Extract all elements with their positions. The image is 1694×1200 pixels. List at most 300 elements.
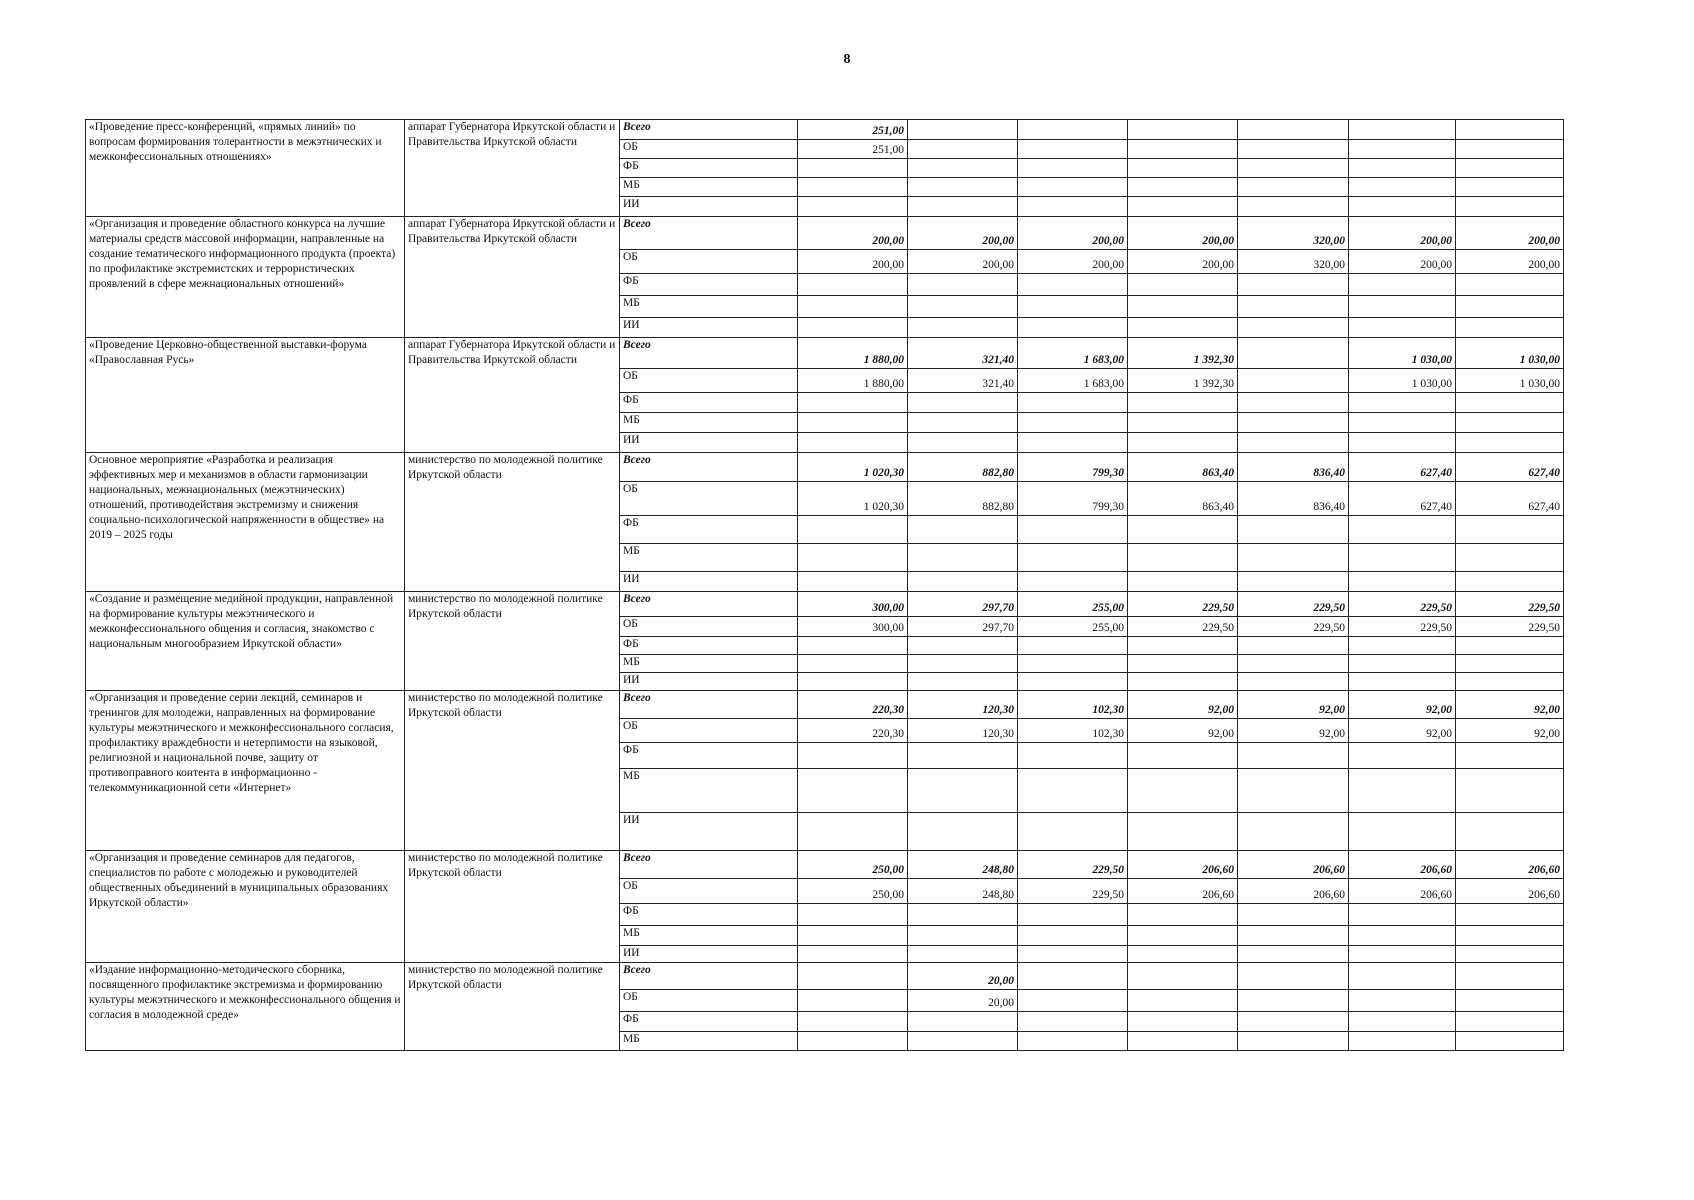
table-row xyxy=(86,217,1564,250)
amount-cell xyxy=(908,1032,1018,1051)
amount-cell xyxy=(1238,904,1349,926)
amount-cell xyxy=(1128,990,1238,1012)
amount-cell xyxy=(1128,1012,1238,1032)
amount-cell xyxy=(908,673,1018,691)
funding-source: ОБ xyxy=(620,879,798,904)
amount-cell xyxy=(798,393,908,413)
amount-cell: 92,00 xyxy=(1349,719,1456,743)
amount-cell: 200,00 xyxy=(1456,250,1564,274)
amount-cell xyxy=(1456,743,1564,769)
amount-cell xyxy=(1238,140,1349,159)
amount-cell xyxy=(1018,904,1128,926)
amount-cell xyxy=(798,544,908,572)
amount-cell xyxy=(1238,393,1349,413)
table-row xyxy=(86,691,1564,719)
amount-cell xyxy=(1128,673,1238,691)
funding-source: МБ xyxy=(620,296,798,318)
amount-cell: 1 880,00 xyxy=(798,338,908,369)
amount-cell xyxy=(1238,369,1349,393)
funding-source: ОБ xyxy=(620,250,798,274)
amount-cell xyxy=(1238,743,1349,769)
amount-cell xyxy=(1018,572,1128,592)
amount-cell xyxy=(1128,318,1238,338)
amount-cell xyxy=(908,433,1018,453)
amount-cell xyxy=(1456,140,1564,159)
amount-cell xyxy=(1018,963,1128,990)
amount-cell xyxy=(1349,926,1456,946)
amount-cell: 255,00 xyxy=(1018,617,1128,637)
amount-cell xyxy=(1128,946,1238,963)
amount-cell xyxy=(1349,197,1456,217)
amount-cell: 200,00 xyxy=(1456,217,1564,250)
amount-cell xyxy=(1018,813,1128,851)
amount-cell: 627,40 xyxy=(1349,453,1456,482)
amount-cell xyxy=(1238,655,1349,673)
amount-cell xyxy=(1018,178,1128,197)
amount-cell: 248,80 xyxy=(908,879,1018,904)
amount-cell xyxy=(1349,637,1456,655)
amount-cell: 229,50 xyxy=(1128,592,1238,617)
activity-executor: министерство по молодежной политике Иркутской области xyxy=(405,453,620,592)
amount-cell xyxy=(798,296,908,318)
amount-cell xyxy=(798,904,908,926)
amount-cell xyxy=(1128,655,1238,673)
amount-cell xyxy=(1238,274,1349,296)
amount-cell xyxy=(1349,413,1456,433)
amount-cell: 1 880,00 xyxy=(798,369,908,393)
amount-cell xyxy=(1456,274,1564,296)
amount-cell xyxy=(1349,318,1456,338)
amount-cell xyxy=(1238,159,1349,178)
amount-cell: 92,00 xyxy=(1349,691,1456,719)
amount-cell: 863,40 xyxy=(1128,482,1238,516)
activity-name: «Проведение Церковно-общественной выставки-форума «Православная Русь» xyxy=(86,338,405,453)
amount-cell: 297,70 xyxy=(908,617,1018,637)
amount-cell xyxy=(1128,1032,1238,1051)
amount-cell xyxy=(1456,296,1564,318)
amount-cell: 320,00 xyxy=(1238,217,1349,250)
amount-cell: 300,00 xyxy=(798,592,908,617)
amount-cell xyxy=(1456,990,1564,1012)
funding-source: ОБ xyxy=(620,990,798,1012)
funding-source: ФБ xyxy=(620,904,798,926)
amount-cell: 92,00 xyxy=(1456,719,1564,743)
amount-cell: 321,40 xyxy=(908,338,1018,369)
amount-cell xyxy=(1128,159,1238,178)
funding-source: ИИ xyxy=(620,946,798,963)
amount-cell: 200,00 xyxy=(1349,250,1456,274)
amount-cell: 882,80 xyxy=(908,482,1018,516)
amount-cell xyxy=(1349,743,1456,769)
amount-cell xyxy=(908,120,1018,140)
funding-source: ИИ xyxy=(620,433,798,453)
amount-cell xyxy=(1456,318,1564,338)
amount-cell xyxy=(1018,140,1128,159)
amount-cell: 206,60 xyxy=(1128,879,1238,904)
amount-cell xyxy=(1456,393,1564,413)
activity-block xyxy=(86,120,1564,217)
amount-cell xyxy=(908,1012,1018,1032)
amount-cell xyxy=(1456,544,1564,572)
amount-cell xyxy=(1349,1012,1456,1032)
amount-cell xyxy=(1349,673,1456,691)
amount-cell xyxy=(1018,673,1128,691)
activity-executor: министерство по молодежной политике Иркутской области xyxy=(405,592,620,691)
activity-name: «Проведение пресс-конференций, «прямых линий» по вопросам формирования толерантности в межэтнических и межконфессиональных отношениях» xyxy=(86,120,405,217)
amount-cell: 220,30 xyxy=(798,691,908,719)
amount-cell xyxy=(908,743,1018,769)
table-row xyxy=(86,453,1564,482)
funding-source: ОБ xyxy=(620,719,798,743)
amount-cell xyxy=(1238,178,1349,197)
amount-cell xyxy=(1018,990,1128,1012)
amount-cell xyxy=(1128,516,1238,544)
amount-cell xyxy=(1018,743,1128,769)
amount-cell: 220,30 xyxy=(798,719,908,743)
amount-cell xyxy=(1018,296,1128,318)
amount-cell xyxy=(1349,655,1456,673)
amount-cell xyxy=(1349,516,1456,544)
amount-cell: 92,00 xyxy=(1456,691,1564,719)
amount-cell xyxy=(1018,769,1128,813)
amount-cell xyxy=(1456,1012,1564,1032)
funding-source: ФБ xyxy=(620,637,798,655)
amount-cell xyxy=(1349,296,1456,318)
amount-cell xyxy=(1456,178,1564,197)
amount-cell xyxy=(1349,946,1456,963)
table-row xyxy=(86,592,1564,617)
amount-cell xyxy=(1456,963,1564,990)
amount-cell: 1 030,00 xyxy=(1456,338,1564,369)
amount-cell xyxy=(1018,1032,1128,1051)
activity-block xyxy=(86,453,1564,592)
funding-source: Всего xyxy=(620,217,798,250)
amount-cell: 200,00 xyxy=(798,250,908,274)
amount-cell: 229,50 xyxy=(1349,617,1456,637)
amount-cell xyxy=(908,572,1018,592)
amount-cell: 1 683,00 xyxy=(1018,369,1128,393)
amount-cell: 627,40 xyxy=(1456,482,1564,516)
amount-cell xyxy=(1349,140,1456,159)
amount-cell xyxy=(1018,159,1128,178)
amount-cell xyxy=(1018,120,1128,140)
amount-cell xyxy=(1128,904,1238,926)
amount-cell xyxy=(1238,963,1349,990)
amount-cell xyxy=(798,178,908,197)
amount-cell xyxy=(1349,120,1456,140)
amount-cell xyxy=(908,637,1018,655)
amount-cell xyxy=(798,433,908,453)
amount-cell xyxy=(1349,274,1456,296)
activity-block xyxy=(86,592,1564,691)
amount-cell: 200,00 xyxy=(798,217,908,250)
funding-source: ИИ xyxy=(620,197,798,217)
funding-source: ФБ xyxy=(620,274,798,296)
funding-source: МБ xyxy=(620,178,798,197)
amount-cell xyxy=(798,673,908,691)
amount-cell xyxy=(1238,338,1349,369)
table-row xyxy=(86,963,1564,990)
amount-cell: 206,60 xyxy=(1128,851,1238,879)
amount-cell xyxy=(1238,572,1349,592)
amount-cell: 200,00 xyxy=(908,217,1018,250)
amount-cell xyxy=(1456,516,1564,544)
funding-source: Всего xyxy=(620,963,798,990)
activity-block xyxy=(86,338,1564,453)
amount-cell xyxy=(798,413,908,433)
activity-block xyxy=(86,963,1564,1051)
amount-cell xyxy=(1456,413,1564,433)
amount-cell xyxy=(1238,990,1349,1012)
funding-source: ФБ xyxy=(620,743,798,769)
activity-executor: министерство по молодежной политике Иркутской области xyxy=(405,963,620,1051)
amount-cell: 320,00 xyxy=(1238,250,1349,274)
amount-cell xyxy=(1018,433,1128,453)
funding-source: ИИ xyxy=(620,673,798,691)
amount-cell xyxy=(1349,990,1456,1012)
funding-source: ФБ xyxy=(620,159,798,178)
amount-cell xyxy=(1349,433,1456,453)
amount-cell: 1 030,00 xyxy=(1456,369,1564,393)
funding-source: ФБ xyxy=(620,393,798,413)
amount-cell: 20,00 xyxy=(908,963,1018,990)
amount-cell xyxy=(1128,413,1238,433)
amount-cell: 321,40 xyxy=(908,369,1018,393)
funding-source: ОБ xyxy=(620,369,798,393)
funding-source: ИИ xyxy=(620,572,798,592)
amount-cell xyxy=(1018,274,1128,296)
table-row xyxy=(86,338,1564,369)
amount-cell: 250,00 xyxy=(798,879,908,904)
amount-cell xyxy=(908,926,1018,946)
amount-cell xyxy=(908,296,1018,318)
amount-cell: 206,60 xyxy=(1349,851,1456,879)
amount-cell xyxy=(1238,433,1349,453)
activity-name: «Организация и проведение областного конкурса на лучшие материалы средств массовой информации, направленные на создание тематического информационного продукта (проекта) по профилактике экстремистских и террористических проявлений в сфере межнациональных отношений» xyxy=(86,217,405,338)
activity-block xyxy=(86,217,1564,338)
amount-cell xyxy=(1456,572,1564,592)
amount-cell: 206,60 xyxy=(1349,879,1456,904)
amount-cell: 627,40 xyxy=(1456,453,1564,482)
activity-executor: аппарат Губернатора Иркутской области и Правительства Иркутской области xyxy=(405,217,620,338)
amount-cell xyxy=(908,516,1018,544)
amount-cell xyxy=(1238,413,1349,433)
amount-cell: 250,00 xyxy=(798,851,908,879)
amount-cell xyxy=(1349,904,1456,926)
amount-cell: 120,30 xyxy=(908,691,1018,719)
amount-cell: 206,60 xyxy=(1456,879,1564,904)
amount-cell xyxy=(1128,769,1238,813)
funding-source: Всего xyxy=(620,691,798,719)
amount-cell xyxy=(1128,197,1238,217)
amount-cell xyxy=(1456,433,1564,453)
amount-cell xyxy=(908,655,1018,673)
amount-cell: 92,00 xyxy=(1128,719,1238,743)
amount-cell xyxy=(1238,637,1349,655)
amount-cell xyxy=(1349,813,1456,851)
amount-cell xyxy=(908,769,1018,813)
amount-cell xyxy=(1128,743,1238,769)
funding-source: ОБ xyxy=(620,140,798,159)
amount-cell: 1 683,00 xyxy=(1018,338,1128,369)
amount-cell: 229,50 xyxy=(1018,879,1128,904)
amount-cell xyxy=(798,743,908,769)
amount-cell xyxy=(1128,637,1238,655)
amount-cell: 206,60 xyxy=(1238,851,1349,879)
amount-cell xyxy=(1238,318,1349,338)
amount-cell xyxy=(1018,516,1128,544)
amount-cell xyxy=(908,274,1018,296)
funding-source: МБ xyxy=(620,413,798,433)
amount-cell xyxy=(1018,544,1128,572)
amount-cell xyxy=(1128,140,1238,159)
amount-cell: 799,30 xyxy=(1018,453,1128,482)
amount-cell xyxy=(1238,813,1349,851)
activity-name: «Организация и проведение серии лекций, семинаров и тренингов для молодежи, направленных на формирование культуры межэтнического и межконфессионального согласия, профилактику враждебности и нетерпимости на языковой, религиозной и национальной почве, защиту от противоправного контента в информационно - телекоммуникационной сети «Интернет» xyxy=(86,691,405,851)
activity-name: «Издание информационно-методического сборника, посвященного профилактике экстремизма и формированию культуры межэтнического и межконфессионального общения и согласия в молодежной среде» xyxy=(86,963,405,1051)
amount-cell: 92,00 xyxy=(1238,719,1349,743)
amount-cell: 229,50 xyxy=(1238,592,1349,617)
funding-source: ИИ xyxy=(620,813,798,851)
funding-source: Всего xyxy=(620,592,798,617)
amount-cell xyxy=(1238,769,1349,813)
amount-cell xyxy=(1018,1012,1128,1032)
amount-cell xyxy=(1349,178,1456,197)
amount-cell: 200,00 xyxy=(908,250,1018,274)
table-row xyxy=(86,120,1564,140)
amount-cell: 1 020,30 xyxy=(798,453,908,482)
amount-cell xyxy=(798,274,908,296)
amount-cell: 229,50 xyxy=(1128,617,1238,637)
amount-cell xyxy=(1456,1032,1564,1051)
amount-cell: 120,30 xyxy=(908,719,1018,743)
funding-source: Всего xyxy=(620,453,798,482)
amount-cell: 229,50 xyxy=(1238,617,1349,637)
amount-cell xyxy=(1128,433,1238,453)
amount-cell xyxy=(908,318,1018,338)
amount-cell: 229,50 xyxy=(1018,851,1128,879)
amount-cell xyxy=(1018,926,1128,946)
amount-cell xyxy=(798,926,908,946)
activity-executor: министерство по молодежной политике Иркутской области xyxy=(405,851,620,963)
amount-cell xyxy=(1456,637,1564,655)
amount-cell xyxy=(908,140,1018,159)
activity-executor: аппарат Губернатора Иркутской области и Правительства Иркутской области xyxy=(405,120,620,217)
amount-cell xyxy=(1128,813,1238,851)
amount-cell xyxy=(1128,178,1238,197)
amount-cell xyxy=(908,197,1018,217)
funding-source: Всего xyxy=(620,120,798,140)
amount-cell xyxy=(1128,572,1238,592)
amount-cell xyxy=(798,516,908,544)
page-number: 8 xyxy=(843,52,851,67)
amount-cell: 1 030,00 xyxy=(1349,338,1456,369)
amount-cell xyxy=(1238,673,1349,691)
amount-cell xyxy=(1018,637,1128,655)
amount-cell xyxy=(908,159,1018,178)
amount-cell xyxy=(798,655,908,673)
amount-cell xyxy=(798,946,908,963)
amount-cell xyxy=(1018,655,1128,673)
amount-cell xyxy=(798,813,908,851)
amount-cell xyxy=(1018,393,1128,413)
amount-cell xyxy=(1238,946,1349,963)
amount-cell xyxy=(1238,544,1349,572)
activity-name: Основное мероприятие «Разработка и реализация эффективных мер и механизмов в области гармонизации национальных, межнациональных (межэтнических) отношений, противодействия экстремизму и снижения социально-психологической напряженности в обществе» на 2019 – 2025 годы xyxy=(86,453,405,592)
amount-cell: 248,80 xyxy=(908,851,1018,879)
amount-cell: 799,30 xyxy=(1018,482,1128,516)
amount-cell xyxy=(908,813,1018,851)
amount-cell xyxy=(1456,159,1564,178)
activity-executor: аппарат Губернатора Иркутской области и Правительства Иркутской области xyxy=(405,338,620,453)
amount-cell: 1 392,30 xyxy=(1128,338,1238,369)
amount-cell xyxy=(1349,769,1456,813)
amount-cell xyxy=(1128,393,1238,413)
amount-cell xyxy=(908,544,1018,572)
amount-cell: 863,40 xyxy=(1128,453,1238,482)
amount-cell xyxy=(1456,120,1564,140)
amount-cell xyxy=(1238,1032,1349,1051)
amount-cell xyxy=(798,1032,908,1051)
amount-cell xyxy=(1018,318,1128,338)
amount-cell xyxy=(1128,963,1238,990)
amount-cell: 92,00 xyxy=(1128,691,1238,719)
funding-source: Всего xyxy=(620,851,798,879)
amount-cell: 251,00 xyxy=(798,140,908,159)
amount-cell xyxy=(1456,673,1564,691)
amount-cell xyxy=(1128,120,1238,140)
amount-cell xyxy=(1349,572,1456,592)
amount-cell: 206,60 xyxy=(1238,879,1349,904)
funding-source: МБ xyxy=(620,926,798,946)
amount-cell xyxy=(798,572,908,592)
amount-cell: 1 020,30 xyxy=(798,482,908,516)
amount-cell xyxy=(1128,274,1238,296)
amount-cell: 297,70 xyxy=(908,592,1018,617)
amount-cell xyxy=(1456,813,1564,851)
activity-executor: министерство по молодежной политике Иркутской области xyxy=(405,691,620,851)
amount-cell xyxy=(1018,413,1128,433)
amount-cell xyxy=(1128,544,1238,572)
amount-cell xyxy=(908,393,1018,413)
amount-cell xyxy=(1456,946,1564,963)
amount-cell xyxy=(1349,1032,1456,1051)
amount-cell: 836,40 xyxy=(1238,453,1349,482)
amount-cell xyxy=(1456,769,1564,813)
amount-cell: 92,00 xyxy=(1238,691,1349,719)
amount-cell: 200,00 xyxy=(1018,250,1128,274)
amount-cell: 836,40 xyxy=(1238,482,1349,516)
activity-block xyxy=(86,691,1564,851)
amount-cell xyxy=(798,637,908,655)
amount-cell: 1 030,00 xyxy=(1349,369,1456,393)
amount-cell xyxy=(1238,516,1349,544)
amount-cell xyxy=(798,318,908,338)
activity-name: «Создание и размещение медийной продукции, направленной на формирование культуры межэтнического и межконфессионального общения и согласия, знакомство с национальным многообразием Иркутской области» xyxy=(86,592,405,691)
amount-cell xyxy=(1238,296,1349,318)
funding-source: ФБ xyxy=(620,516,798,544)
amount-cell: 200,00 xyxy=(1128,250,1238,274)
funding-source: ОБ xyxy=(620,482,798,516)
funding-source: МБ xyxy=(620,544,798,572)
activity-name: «Организация и проведение семинаров для педагогов, специалистов по работе с молодежью и руководителей общественных объединений в муниципальных образованиях Иркутской области» xyxy=(86,851,405,963)
amount-cell xyxy=(1018,946,1128,963)
amount-cell xyxy=(1456,197,1564,217)
amount-cell xyxy=(1238,926,1349,946)
amount-cell: 255,00 xyxy=(1018,592,1128,617)
amount-cell: 229,50 xyxy=(1349,592,1456,617)
amount-cell: 882,80 xyxy=(908,453,1018,482)
